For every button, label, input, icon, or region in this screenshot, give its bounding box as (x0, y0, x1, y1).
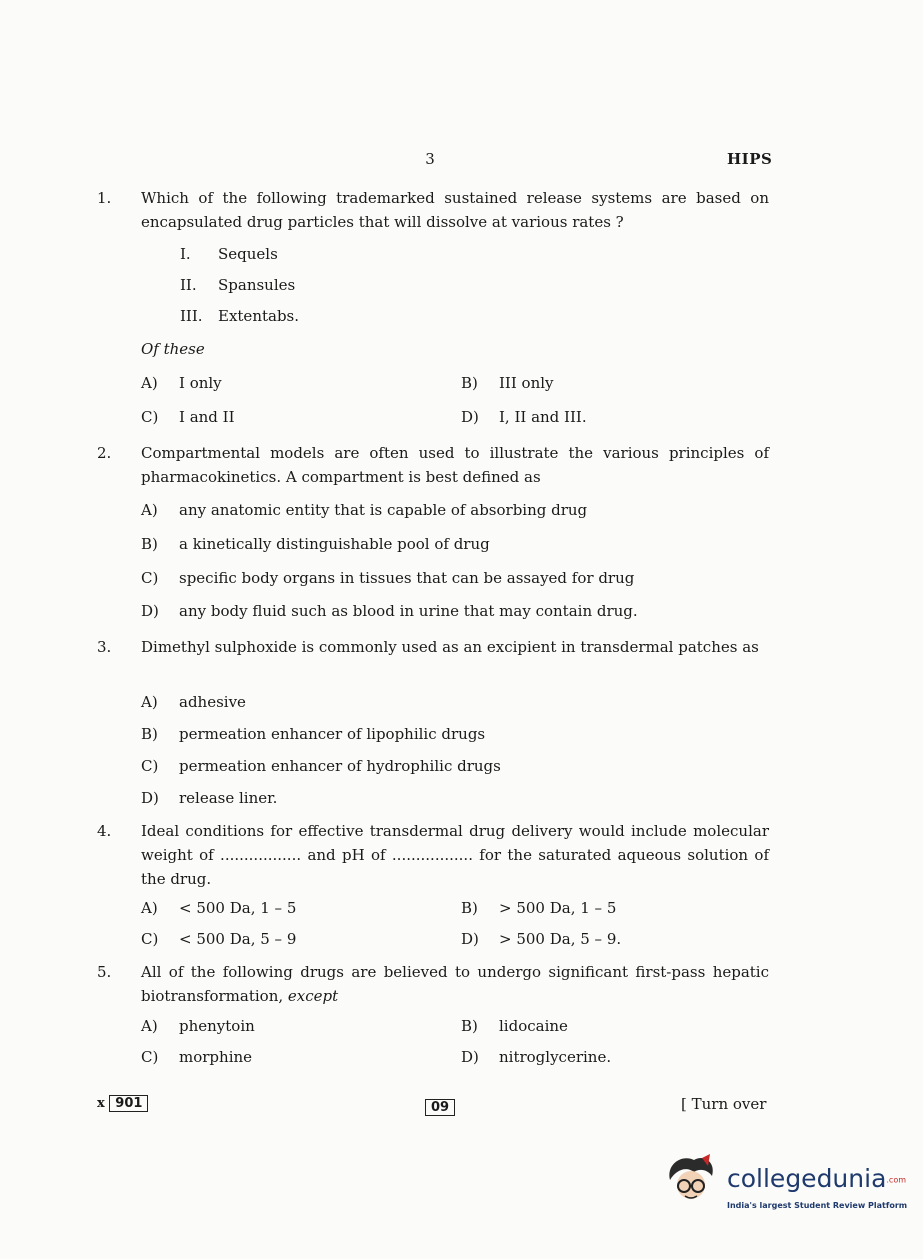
option-a: A) < 500 Da, 1 – 5 (141, 899, 297, 917)
option-a: A) any anatomic entity that is capable of absorbing drug (141, 501, 588, 519)
option-d: D) > 500 Da, 5 – 9. (461, 930, 622, 948)
mascot-icon (664, 1152, 724, 1214)
question-4 (97, 819, 769, 891)
option-d: D) nitroglycerine. (461, 1048, 612, 1066)
option-c: C) permeation enhancer of hydrophilic drugs (141, 757, 501, 775)
question-text: Dimethyl sulphoxide is commonly used as an excipient in transdermal patches as (141, 638, 759, 656)
page-number: 3 (425, 150, 435, 168)
list-item: I. Sequels (180, 245, 278, 263)
turn-over: [ Turn over (681, 1095, 767, 1113)
question-text: All of the following drugs are believed to undergo significant first-pass hepatic biotransformation, except (141, 963, 769, 1005)
question-number: 3. (97, 638, 112, 656)
brand-domain: .com (886, 1175, 907, 1185)
question-1 (97, 186, 769, 234)
except-emphasis: except (287, 987, 339, 1005)
option-c: C) I and II (141, 408, 235, 426)
question-2 (97, 441, 769, 489)
brand-tagline: India's largest Student Review Platform (727, 1201, 908, 1210)
option-d: D) release liner. (141, 789, 278, 807)
option-b: B) a kinetically distinguishable pool of drug (141, 535, 490, 553)
option-d: D) any body fluid such as blood in urine that may contain drug. (141, 602, 638, 620)
question-3 (97, 635, 769, 659)
option-c: C) morphine (141, 1048, 253, 1066)
series-code: x 901 (97, 1096, 148, 1111)
question-text: Compartmental models are often used to illustrate the various principles of pharmacokinetics. A compartment is best defined as (141, 444, 769, 486)
option-b: B) III only (461, 374, 554, 392)
option-b: B) > 500 Da, 1 – 5 (461, 899, 617, 917)
page-code: 09 (425, 1096, 455, 1115)
paper-code: HIPS (727, 150, 773, 168)
question-number: 2. (97, 444, 112, 462)
question-text: Which of the following trademarked sustained release systems are based on encapsulated drug particles that will dissolve at various rates ? (141, 189, 769, 231)
question-text: Ideal conditions for effective transdermal drug delivery would include molecular weight of ................. and pH of ................. for the saturated aqueous solution of the drug. (141, 822, 769, 888)
question-number: 4. (97, 822, 112, 840)
option-a: A) adhesive (141, 693, 246, 711)
series-code-box: 901 (109, 1095, 148, 1112)
option-c: C) < 500 Da, 5 – 9 (141, 930, 297, 948)
option-a: A) I only (141, 374, 222, 392)
question-5 (97, 960, 769, 1008)
option-b: B) lidocaine (461, 1017, 568, 1035)
option-c: C) specific body organs in tissues that can be assayed for drug (141, 569, 635, 587)
of-these-label: Of these (141, 340, 205, 358)
brand-name: collegedunia.com (727, 1164, 907, 1193)
list-item: III. Extentabs. (180, 307, 300, 325)
question-number: 1. (97, 189, 112, 207)
question-number: 5. (97, 963, 112, 981)
list-item: II. Spansules (180, 276, 296, 294)
option-d: D) I, II and III. (461, 408, 587, 426)
option-a: A) phenytoin (141, 1017, 255, 1035)
option-b: B) permeation enhancer of lipophilic drugs (141, 725, 486, 743)
